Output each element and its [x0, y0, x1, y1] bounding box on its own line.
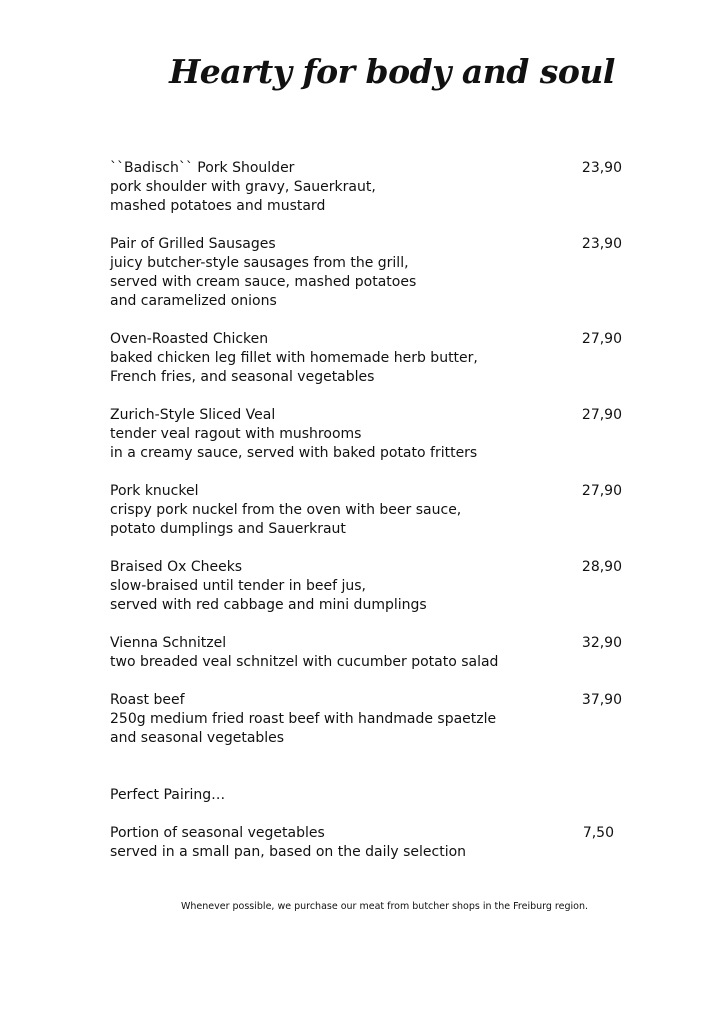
menu-title: Hearty for body and soul: [169, 52, 615, 91]
item-price: 27,90: [581, 331, 622, 347]
item-description-line: crispy pork nuckel from the oven with beer sauce,: [110, 502, 462, 518]
item-name: Pair of Grilled Sausages: [110, 236, 276, 252]
item-description-line: served in a small pan, based on the daily selection: [110, 844, 467, 860]
item-description-line: tender veal ragout with mushrooms: [110, 426, 362, 442]
item-name: Vienna Schnitzel: [110, 635, 227, 651]
menu-item: [110, 235, 622, 311]
footnote: Whenever possible, we purchase our meat from butcher shops in the Freiburg region.: [181, 901, 588, 912]
item-price: 23,90: [581, 160, 622, 176]
item-name: Roast beef: [110, 692, 185, 708]
item-price: 27,90: [581, 407, 622, 423]
item-price: 27,90: [581, 483, 622, 499]
item-description-line: 250g medium fried roast beef with handmade spaetzle: [110, 711, 497, 727]
menu-item: [110, 159, 622, 216]
item-description-line: mashed potatoes and mustard: [110, 198, 326, 214]
item-name: Braised Ox Cheeks: [110, 559, 243, 575]
item-description-line: served with red cabbage and mini dumplings: [110, 597, 427, 613]
item-description-line: in a creamy sauce, served with baked potato fritters: [110, 445, 478, 461]
menu-item: [110, 482, 622, 539]
item-description-line: French fries, and seasonal vegetables: [110, 369, 375, 385]
menu-list: [110, 159, 622, 881]
item-name: Zurich-Style Sliced Veal: [110, 407, 276, 423]
item-price: 28,90: [581, 559, 622, 575]
item-name: ``Badisch`` Pork Shoulder: [110, 160, 295, 176]
menu-item: [110, 406, 622, 463]
item-description-line: and seasonal vegetables: [110, 730, 285, 746]
item-description-line: two breaded veal schnitzel with cucumber potato salad: [110, 654, 499, 670]
side-item: [110, 824, 622, 862]
item-description-line: pork shoulder with gravy, Sauerkraut,: [110, 179, 376, 195]
item-description-line: and caramelized onions: [110, 293, 277, 309]
menu-item: [110, 634, 622, 672]
item-price: 23,90: [581, 236, 622, 252]
item-description-line: slow-braised until tender in beef jus,: [110, 578, 366, 594]
pairing-heading: Perfect Pairing…: [110, 787, 226, 803]
menu-item: [110, 558, 622, 615]
item-price: 32,90: [581, 635, 622, 651]
item-description-line: juicy butcher-style sausages from the grill,: [110, 255, 409, 271]
item-name: Oven-Roasted Chicken: [110, 331, 269, 347]
item-description-line: baked chicken leg fillet with homemade herb butter,: [110, 350, 478, 366]
menu-item: [110, 330, 622, 387]
item-description-line: served with cream sauce, mashed potatoes: [110, 274, 417, 290]
item-name: Pork knuckel: [110, 483, 199, 499]
item-price: 37,90: [581, 692, 622, 708]
item-price: 7,50: [582, 825, 614, 841]
menu-item: [110, 691, 622, 748]
item-description-line: potato dumplings and Sauerkraut: [110, 521, 346, 537]
item-name: Portion of seasonal vegetables: [110, 825, 325, 841]
